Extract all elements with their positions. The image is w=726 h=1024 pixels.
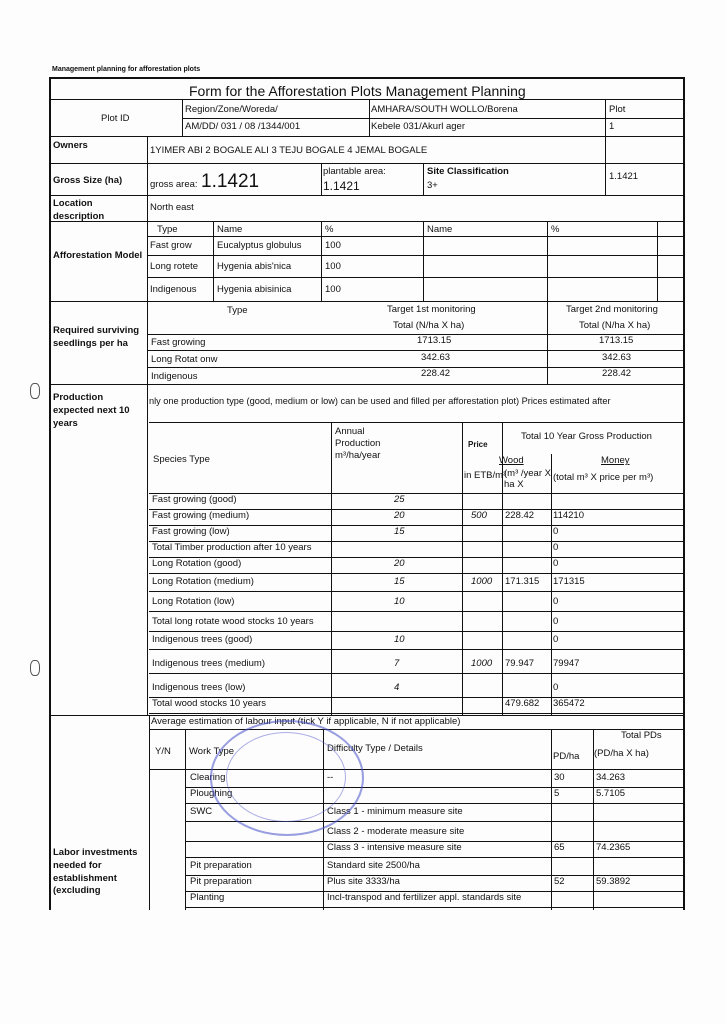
annual-header: Annual Production m³/ha/year (335, 426, 381, 461)
production-row-price: 1000 (471, 658, 493, 669)
production-row-money: 0 (553, 634, 559, 645)
gross-size-label: Gross Size (ha) (53, 175, 123, 186)
punch-hole (30, 660, 40, 676)
rule (502, 422, 503, 715)
form-title: Form for the Afforestation Plots Management Planning (189, 83, 526, 99)
production-row-species: Fast growing (low) (152, 526, 230, 537)
production-row-money: 0 (553, 542, 559, 553)
target1-header: Target 1st monitoring (387, 304, 476, 315)
plot-number: 1 (609, 121, 615, 132)
production-row-annual: 10 (394, 596, 405, 607)
region-label: Region/Zone/Woreda/ (185, 104, 278, 115)
model-row-name: Hygenia abis'nica (217, 261, 292, 272)
production-row-species: Indigenous trees (good) (152, 634, 253, 645)
production-row-rule (149, 573, 685, 574)
production-row-annual: 15 (394, 576, 405, 587)
official-stamp-inner (226, 732, 346, 822)
labor-row-pd: 30 (554, 772, 565, 783)
rule (593, 729, 594, 910)
labor-header-pd: PD/ha (553, 751, 580, 762)
labor-row-pd: 5 (554, 788, 560, 799)
owners-label: Owners (53, 140, 88, 151)
seedlings-row-t2: 228.42 (602, 368, 632, 379)
labor-row-rule (185, 907, 685, 908)
production-row-annual: 25 (394, 494, 405, 505)
site-class-label: Site Classification (427, 166, 509, 177)
rule (51, 715, 685, 716)
labor-row-pd: 65 (554, 842, 565, 853)
rule (182, 118, 685, 119)
production-row-money: 79947 (553, 658, 580, 669)
model-row-name: Eucalyptus globulus (217, 240, 302, 251)
production-row-rule (149, 649, 685, 650)
target2-header: Target 2nd monitoring (566, 304, 658, 315)
labor-row-rule (185, 857, 685, 858)
rule (462, 422, 463, 715)
rule (147, 236, 685, 237)
model-label: Afforestation Model (53, 250, 143, 261)
production-row-money: 0 (553, 558, 559, 569)
species-header: Species Type (153, 454, 210, 465)
labor-row-detail: Incl-transpod and fertilizer appl. standards site (327, 892, 522, 903)
labor-row-total: 34.263 (596, 772, 626, 783)
seedlings-row-t2: 342.63 (602, 352, 632, 363)
model-row-pct: 100 (325, 240, 341, 251)
rule (147, 136, 148, 715)
production-row-money: 0 (553, 596, 559, 607)
model-header-type: Type (157, 224, 178, 235)
rule (147, 334, 685, 335)
production-row-species: Total long rotate wood stocks 10 years (152, 616, 314, 627)
production-row-wood: 479.682 (505, 698, 540, 709)
labor-header-total-sub: (PD/ha X ha) (594, 748, 649, 759)
rule (185, 729, 186, 910)
rule (147, 277, 685, 278)
labor-row-work: Pit preparation (190, 860, 252, 871)
labor-row-detail: Class 1 - minimum measure site (327, 806, 463, 817)
rule (547, 301, 548, 384)
plot-id-label: Plot ID (101, 113, 130, 124)
rule (551, 454, 552, 715)
production-row-species: Long Rotation (medium) (152, 576, 254, 587)
production-row-annual: 15 (394, 526, 405, 537)
plantable-value: 1.1421 (323, 179, 360, 193)
production-row-annual: 20 (394, 558, 405, 569)
production-row-money: 0 (553, 616, 559, 627)
rule (149, 729, 685, 730)
rule (331, 422, 332, 715)
labor-row-detail: Plus site 3333/ha (327, 876, 400, 887)
production-row-wood: 171.315 (505, 576, 540, 587)
rule (149, 715, 150, 910)
production-row-rule (149, 631, 685, 632)
labor-row-detail: Class 3 - intensive measure site (327, 842, 462, 853)
labor-row-detail: Class 2 - moderate measure site (327, 826, 465, 837)
plantable-label: plantable area: (323, 166, 386, 177)
rule (369, 99, 370, 136)
rule (423, 163, 424, 195)
production-row-price: 500 (471, 510, 487, 521)
gross-size-value: 1.1421 (609, 171, 639, 182)
production-row-annual: 7 (394, 658, 400, 669)
model-header-name: Name (217, 224, 243, 235)
rule (423, 221, 424, 301)
production-row-species: Indigenous trees (low) (152, 682, 246, 693)
location-label: Location description (53, 198, 105, 222)
labor-row-work: Planting (190, 892, 225, 903)
rule (547, 221, 548, 301)
production-row-rule (149, 591, 685, 592)
rule (657, 221, 658, 301)
rule (551, 729, 552, 910)
region-value: AMHARA/SOUTH WOLLO/Borena (371, 104, 518, 115)
target1-sub: Total (N/ha X ha) (393, 320, 465, 331)
production-row-annual: 10 (394, 634, 405, 645)
rule (321, 221, 322, 301)
production-row-price: 1000 (471, 576, 493, 587)
labor-row-work: Ploughing (190, 788, 233, 799)
seedlings-row-type: Long Rotat onw (151, 354, 218, 365)
rule (147, 367, 685, 368)
production-row-species: Total wood stocks 10 years (152, 698, 267, 709)
labor-row-pd: 52 (554, 876, 565, 887)
labor-label: Labor investments needed for establishment (excluding (53, 847, 138, 897)
price-header: Price (468, 440, 488, 449)
labor-row-total: 74.2365 (596, 842, 631, 853)
price-unit: in ETB/m³ (464, 470, 507, 481)
labor-header-total: Total PDs (621, 730, 662, 741)
production-row-species: Fast growing (medium) (152, 510, 250, 521)
money-header: Money (601, 455, 630, 466)
model-row-pct: 100 (325, 284, 341, 295)
labor-row-detail: Standard site 2500/ha (327, 860, 420, 871)
seedlings-row-t1: 1713.15 (417, 335, 452, 346)
model-header-name2: Name (427, 224, 453, 235)
labor-row-rule (185, 821, 685, 822)
labor-row-total: 59.3892 (596, 876, 631, 887)
model-row-name: Hygenia abisinica (217, 284, 292, 295)
management-form (49, 77, 685, 910)
rule (147, 255, 685, 256)
production-row-annual: 20 (394, 510, 405, 521)
production-row-money: 365472 (553, 698, 585, 709)
labor-row-work: SWC (190, 806, 213, 817)
labor-row-total: 5.7105 (596, 788, 626, 799)
seedlings-row-type: Indigenous (151, 371, 198, 382)
model-row-type: Indigenous (150, 284, 197, 295)
plot-label: Plot (609, 104, 626, 115)
kebele-value: Kebele 031/Akurl ager (371, 121, 466, 132)
seedlings-type-header: Type (227, 305, 248, 316)
page-header: Management planning for afforestation plots (52, 66, 201, 73)
production-label: Production expected next 10 years (53, 392, 130, 429)
location-value: North east (150, 202, 194, 213)
production-row-species: Indigenous trees (medium) (152, 658, 265, 669)
rule (321, 163, 322, 195)
seedlings-label: Required surviving seedlings per ha (53, 325, 140, 349)
rule (213, 221, 214, 301)
labor-header-yn: Y/N (155, 746, 171, 757)
seedlings-row-type: Fast growing (151, 337, 206, 348)
gross-area-value: 1.1421 (201, 171, 260, 192)
production-row-money: 171315 (553, 576, 585, 587)
production-row-species: Total Timber production after 10 years (152, 542, 312, 553)
gross-area-label: gross area: (150, 179, 198, 190)
production-row-money: 0 (553, 682, 559, 693)
labor-row-detail: -- (327, 772, 334, 783)
owners-value: 1YIMER ABI 2 BOGALE ALI 3 TEJU BOGALE 4 JEMAL BOGALE (150, 145, 428, 156)
labor-header-work: Work Type (189, 746, 235, 757)
production-row-rule (149, 713, 685, 714)
seedlings-row-t1: 342.63 (421, 352, 451, 363)
production-note: nly one production type (good, medium or low) can be used and filled per afforestation plot) Prices estimated after (149, 396, 611, 406)
model-row-type: Long rotete (150, 261, 199, 272)
seedlings-row-t1: 228.42 (421, 368, 451, 379)
production-row-rule (149, 611, 685, 612)
production-row-wood: 228.42 (505, 510, 535, 521)
production-row-species: Fast growing (good) (152, 494, 237, 505)
money-sub: (total m³ X price per m³) (553, 472, 654, 483)
total-header: Total 10 Year Gross Production (521, 431, 652, 442)
production-row-species: Long Rotation (good) (152, 558, 242, 569)
rule (51, 99, 685, 100)
punch-hole (30, 383, 40, 399)
production-row-rule (149, 673, 685, 674)
wood-header: Wood (499, 455, 524, 466)
rule (182, 99, 183, 136)
model-row-pct: 100 (325, 261, 341, 272)
labor-intro: Average estimation of labour input (tick Y if applicable, N if not applicable) (151, 716, 461, 727)
production-row-species: Long Rotation (low) (152, 596, 235, 607)
am-code: AM/DD/ 031 / 08 /1344/001 (185, 121, 301, 132)
rule (605, 99, 606, 195)
model-row-type: Fast grow (150, 240, 192, 251)
rule (149, 422, 685, 423)
target2-sub: Total (N/ha X ha) (579, 320, 651, 331)
site-class-value: 3+ (427, 180, 438, 191)
labor-header-difficulty: Difficulty Type / Details (327, 743, 423, 754)
model-header-pct: % (325, 224, 334, 235)
production-row-money: 0 (553, 526, 559, 537)
production-row-annual: 4 (394, 682, 400, 693)
labor-row-work: Clearing (190, 772, 226, 783)
labor-row-work: Pit preparation (190, 876, 252, 887)
wood-sub: (m³ /year X ha X (504, 468, 551, 491)
production-row-money: 114210 (553, 510, 584, 521)
seedlings-row-t2: 1713.15 (599, 335, 634, 346)
rule (147, 350, 685, 351)
production-row-wood: 79.947 (505, 658, 535, 669)
model-header-pct2: % (551, 224, 560, 235)
